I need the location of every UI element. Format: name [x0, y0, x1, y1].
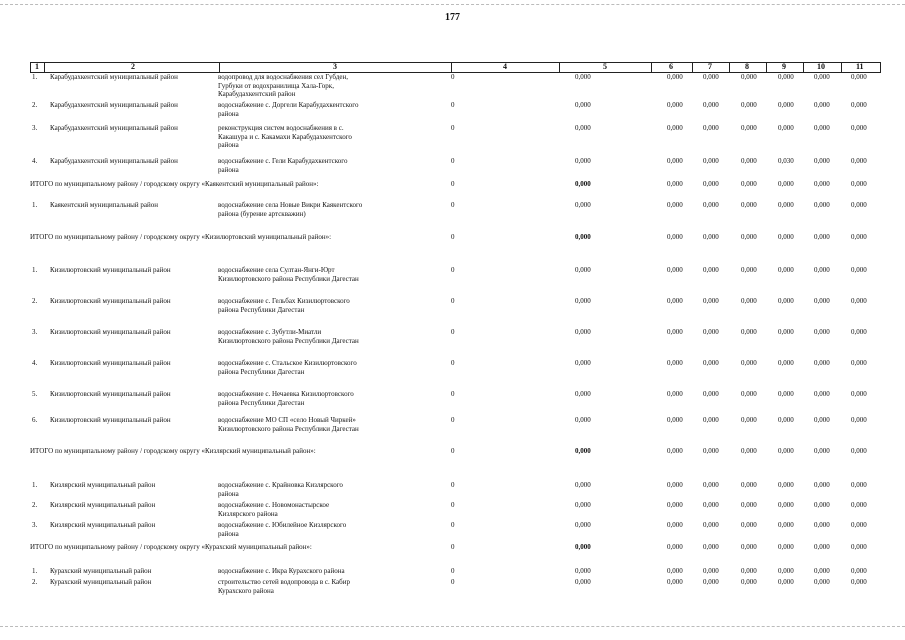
value-cell: 0,000 [814, 521, 830, 529]
value-cell: 0,000 [778, 359, 794, 367]
object-description [218, 501, 329, 518]
col4-value: 0 [451, 521, 455, 529]
value-cell: 0,000 [703, 521, 719, 529]
row-number: 1. [32, 201, 38, 209]
object-line: Курахского района [218, 586, 274, 595]
value-cell: 0,000 [667, 390, 683, 398]
value-cell: 0,000 [575, 578, 591, 586]
header-col-1: 1 [35, 62, 39, 71]
value-cell: 0,000 [778, 543, 794, 551]
value-cell: 0,000 [575, 501, 591, 509]
object-description [218, 521, 346, 538]
value-cell: 0,000 [814, 447, 830, 455]
value-cell: 0,000 [741, 567, 757, 575]
value-cell: 0,000 [851, 416, 867, 424]
district-name: Карабудахкентский муниципальный район [50, 73, 178, 81]
row-number: 3. [32, 328, 38, 336]
value-cell: 0,000 [851, 201, 867, 209]
col4-value: 0 [451, 180, 455, 188]
value-cell: 0,000 [575, 447, 591, 455]
value-cell: 0,000 [814, 390, 830, 398]
value-cell: 0,000 [741, 501, 757, 509]
value-cell: 0,000 [851, 359, 867, 367]
value-cell: 0,000 [851, 124, 867, 132]
object-description [218, 481, 343, 498]
object-line: района [218, 489, 239, 498]
value-cell: 0,000 [667, 297, 683, 305]
value-cell: 0,000 [778, 233, 794, 241]
header-col-6: 6 [669, 62, 673, 71]
row-number: 3. [32, 521, 38, 529]
value-cell: 0,000 [667, 180, 683, 188]
value-cell: 0,000 [814, 180, 830, 188]
value-cell: 0,000 [741, 233, 757, 241]
object-description [218, 297, 350, 314]
value-cell: 0,000 [814, 416, 830, 424]
value-cell: 0,000 [575, 233, 591, 241]
value-cell: 0,000 [851, 233, 867, 241]
col4-value: 0 [451, 233, 455, 241]
value-cell: 0,000 [814, 201, 830, 209]
value-cell: 0,000 [575, 416, 591, 424]
table-header [30, 62, 881, 73]
col4-value: 0 [451, 297, 455, 305]
value-cell: 0,000 [741, 416, 757, 424]
value-cell: 0,000 [741, 390, 757, 398]
value-cell: 0,000 [575, 567, 591, 575]
value-cell: 0,000 [575, 124, 591, 132]
value-cell: 0,000 [575, 180, 591, 188]
value-cell: 0,000 [667, 578, 683, 586]
col4-value: 0 [451, 501, 455, 509]
col4-value: 0 [451, 359, 455, 367]
value-cell: 0,000 [667, 481, 683, 489]
col4-value: 0 [451, 101, 455, 109]
object-description [218, 157, 347, 174]
value-cell: 0,000 [575, 266, 591, 274]
value-cell: 0,000 [741, 73, 757, 81]
value-cell: 0,000 [851, 481, 867, 489]
bottom-scan-line [0, 626, 905, 627]
value-cell: 0,000 [741, 201, 757, 209]
value-cell: 0,000 [814, 124, 830, 132]
value-cell: 0,000 [667, 101, 683, 109]
row-number: 2. [32, 578, 38, 586]
value-cell: 0,000 [778, 567, 794, 575]
row-number: 3. [32, 124, 38, 132]
object-line: водоснабжение с. Нечаевка Кизилюртовского [218, 390, 354, 398]
object-description [218, 359, 357, 376]
value-cell: 0,000 [814, 543, 830, 551]
object-line: Карабудахкентский район [218, 90, 296, 98]
header-col-5: 5 [603, 62, 607, 71]
value-cell: 0,000 [851, 266, 867, 274]
value-cell: 0,000 [778, 124, 794, 132]
district-name: Курахский муниципальный район [50, 578, 152, 586]
value-cell: 0,000 [778, 266, 794, 274]
value-cell: 0,030 [778, 157, 794, 165]
object-line: района Республики Дагестан [218, 305, 305, 314]
row-number: 1. [32, 481, 38, 489]
value-cell: 0,000 [575, 521, 591, 529]
header-col-3: 3 [333, 62, 337, 71]
district-name: Кизилюртовский муниципальный район [50, 390, 171, 398]
row-number: 1. [32, 266, 38, 274]
value-cell: 0,000 [778, 180, 794, 188]
district-name: Каякентский муниципальный район [50, 201, 158, 209]
col4-value: 0 [451, 201, 455, 209]
district-name: Кизлярский муниципальный район [50, 501, 156, 509]
value-cell: 0,000 [814, 359, 830, 367]
object-line: района [218, 141, 239, 149]
value-cell: 0,000 [851, 297, 867, 305]
row-number: 4. [32, 157, 38, 165]
object-line: района [218, 165, 239, 174]
value-cell: 0,000 [703, 73, 719, 81]
object-line: Кизлярского района [218, 509, 278, 518]
row-number: 1. [32, 567, 38, 575]
object-description [218, 578, 350, 595]
col4-value: 0 [451, 266, 455, 274]
district-name: Карабудахкентский муниципальный район [50, 101, 178, 109]
col4-value: 0 [451, 157, 455, 165]
col4-value: 0 [451, 447, 455, 455]
value-cell: 0,000 [741, 297, 757, 305]
value-cell: 0,000 [814, 501, 830, 509]
value-cell: 0,000 [741, 543, 757, 551]
value-cell: 0,000 [778, 481, 794, 489]
district-name: Кизилюртовский муниципальный район [50, 297, 171, 305]
row-number: 1. [32, 73, 38, 81]
object-line: района [218, 109, 239, 118]
object-line: водоснабжение с. Икра Курахского района [218, 567, 345, 575]
value-cell: 0,000 [851, 390, 867, 398]
object-description [218, 390, 354, 407]
col4-value: 0 [451, 390, 455, 398]
object-description [218, 567, 345, 576]
page-number: 177 [445, 12, 460, 23]
col4-value: 0 [451, 416, 455, 424]
header-col-9: 9 [782, 62, 786, 71]
value-cell: 0,000 [667, 567, 683, 575]
object-line: Кизилюртовского района Республики Дагестан [218, 424, 359, 433]
object-description [218, 124, 352, 150]
value-cell: 0,000 [741, 157, 757, 165]
row-number: 4. [32, 359, 38, 367]
value-cell: 0,000 [851, 567, 867, 575]
value-cell: 0,000 [814, 578, 830, 586]
object-line: водоснабжение с. Гели Карабудахкентского [218, 157, 348, 165]
value-cell: 0,000 [667, 124, 683, 132]
value-cell: 0,000 [778, 328, 794, 336]
top-scan-line [0, 4, 905, 5]
value-cell: 0,000 [667, 233, 683, 241]
col4-value: 0 [451, 328, 455, 336]
total-label: ИТОГО по муниципальному району / городскому округу «Кизилюртовский муниципальный район»: [30, 233, 332, 241]
object-line: водоснабжение МО СП «село Новый Чиркей» [218, 416, 356, 424]
header-col-2: 2 [131, 62, 135, 71]
value-cell: 0,000 [851, 501, 867, 509]
value-cell: 0,000 [703, 201, 719, 209]
object-line: района (бурение артскважин) [218, 209, 306, 218]
value-cell: 0,000 [703, 297, 719, 305]
value-cell: 0,000 [575, 297, 591, 305]
value-cell: 0,000 [667, 543, 683, 551]
value-cell: 0,000 [814, 567, 830, 575]
object-line: района [218, 529, 239, 538]
value-cell: 0,000 [741, 124, 757, 132]
object-line: Кизилюртовского района Республики Дагестан [218, 274, 359, 283]
value-cell: 0,000 [778, 390, 794, 398]
value-cell: 0,000 [703, 567, 719, 575]
value-cell: 0,000 [667, 447, 683, 455]
object-line: водоснабжение с. Юбилейное Кизлярского [218, 521, 347, 529]
col4-value: 0 [451, 567, 455, 575]
object-line: водоснабжение с. Зубутли-Миатли [218, 328, 322, 336]
col4-value: 0 [451, 73, 455, 81]
value-cell: 0,000 [741, 447, 757, 455]
value-cell: 0,000 [667, 201, 683, 209]
value-cell: 0,000 [851, 101, 867, 109]
row-number: 2. [32, 101, 38, 109]
value-cell: 0,000 [851, 521, 867, 529]
value-cell: 0,000 [778, 578, 794, 586]
value-cell: 0,000 [575, 481, 591, 489]
value-cell: 0,000 [778, 447, 794, 455]
object-line: водоснабжение села Новые Викри Каякентского [218, 201, 363, 209]
object-line: водоснабжение с. Крайновка Кизлярского [218, 481, 343, 489]
object-line: водоснабжение с. Доргели Карабудахкентского [218, 101, 359, 109]
value-cell: 0,000 [667, 266, 683, 274]
object-line: Гурбуки от водохранилища Хала-Горк, [218, 81, 334, 90]
value-cell: 0,000 [703, 124, 719, 132]
value-cell: 0,000 [575, 101, 591, 109]
value-cell: 0,000 [703, 578, 719, 586]
value-cell: 0,000 [667, 73, 683, 81]
object-line: реконструкция систем водоснабжения в с. [218, 124, 344, 132]
row-number: 2. [32, 501, 38, 509]
value-cell: 0,000 [667, 521, 683, 529]
value-cell: 0,000 [851, 578, 867, 586]
value-cell: 0,000 [851, 180, 867, 188]
header-col-11: 11 [856, 62, 864, 71]
value-cell: 0,000 [703, 266, 719, 274]
district-name: Кизлярский муниципальный район [50, 521, 156, 529]
value-cell: 0,000 [741, 521, 757, 529]
value-cell: 0,000 [667, 157, 683, 165]
district-name: Кизлярский муниципальный район [50, 481, 156, 489]
value-cell: 0,000 [667, 501, 683, 509]
value-cell: 0,000 [814, 297, 830, 305]
value-cell: 0,000 [667, 328, 683, 336]
total-label: ИТОГО по муниципальному району / городскому округу «Курахский муниципальный район»: [30, 543, 312, 551]
object-description [218, 328, 359, 345]
value-cell: 0,000 [851, 543, 867, 551]
district-name: Карабудахкентский муниципальный район [50, 157, 178, 165]
object-description [218, 73, 348, 99]
value-cell: 0,000 [814, 328, 830, 336]
object-line: Кизилюртовского района Республики Дагестан [218, 336, 359, 345]
object-line: водоснабжение с. Новомонастырское [218, 501, 330, 509]
object-line: района Республики Дагестан [218, 398, 305, 407]
value-cell: 0,000 [575, 328, 591, 336]
value-cell: 0,000 [703, 390, 719, 398]
object-description [218, 266, 359, 283]
col4-value: 0 [451, 578, 455, 586]
value-cell: 0,000 [814, 233, 830, 241]
value-cell: 0,000 [741, 578, 757, 586]
value-cell: 0,000 [851, 157, 867, 165]
district-name: Кизилюртовский муниципальный район [50, 416, 171, 424]
value-cell: 0,000 [778, 101, 794, 109]
value-cell: 0,000 [575, 359, 591, 367]
value-cell: 0,000 [703, 481, 719, 489]
value-cell: 0,000 [778, 201, 794, 209]
value-cell: 0,000 [575, 157, 591, 165]
value-cell: 0,000 [741, 266, 757, 274]
total-label: ИТОГО по муниципальному району / городскому округу «Кизлярский муниципальный район»: [30, 447, 316, 455]
value-cell: 0,000 [814, 101, 830, 109]
district-name: Кизилюртовский муниципальный район [50, 266, 171, 274]
value-cell: 0,000 [741, 180, 757, 188]
value-cell: 0,000 [741, 101, 757, 109]
value-cell: 0,000 [703, 101, 719, 109]
object-line: водоснабжение села Султан-Янги-Юрт [218, 266, 335, 274]
district-name: Кизилюртовский муниципальный район [50, 328, 171, 336]
col4-value: 0 [451, 481, 455, 489]
value-cell: 0,000 [703, 359, 719, 367]
value-cell: 0,000 [667, 416, 683, 424]
object-description [218, 416, 359, 433]
object-line: водопровод для водоснабжения сел Губден, [218, 73, 348, 81]
value-cell: 0,000 [703, 157, 719, 165]
value-cell: 0,000 [814, 266, 830, 274]
header-col-7: 7 [708, 62, 712, 71]
value-cell: 0,000 [814, 481, 830, 489]
value-cell: 0,000 [814, 157, 830, 165]
row-number: 5. [32, 390, 38, 398]
value-cell: 0,000 [741, 359, 757, 367]
total-label: ИТОГО по муниципальному району / городскому округу «Каякентский муниципальный район»: [30, 180, 319, 188]
value-cell: 0,000 [778, 73, 794, 81]
value-cell: 0,000 [741, 481, 757, 489]
object-line: района Республики Дагестан [218, 367, 305, 376]
value-cell: 0,000 [575, 73, 591, 81]
value-cell: 0,000 [703, 543, 719, 551]
district-name: Курахский муниципальный район [50, 567, 152, 575]
col4-value: 0 [451, 543, 455, 551]
header-col-8: 8 [745, 62, 749, 71]
row-number: 6. [32, 416, 38, 424]
district-name: Карабудахкентский муниципальный район [50, 124, 178, 132]
col4-value: 0 [451, 124, 455, 132]
value-cell: 0,000 [741, 328, 757, 336]
value-cell: 0,000 [703, 180, 719, 188]
district-name: Кизилюртовский муниципальный район [50, 359, 171, 367]
value-cell: 0,000 [778, 416, 794, 424]
value-cell: 0,000 [667, 359, 683, 367]
object-description [218, 201, 362, 218]
value-cell: 0,000 [575, 201, 591, 209]
value-cell: 0,000 [814, 73, 830, 81]
object-line: Какашура и с. Какамахи Карабудахкентского [218, 132, 352, 141]
value-cell: 0,000 [851, 73, 867, 81]
header-col-10: 10 [817, 62, 825, 71]
object-line: водоснабжение с. Стальское Кизилюртовского [218, 359, 357, 367]
value-cell: 0,000 [851, 447, 867, 455]
object-line: строительство сетей водопровода в с. Кабир [218, 578, 350, 586]
value-cell: 0,000 [778, 501, 794, 509]
value-cell: 0,000 [575, 543, 591, 551]
value-cell: 0,000 [778, 297, 794, 305]
value-cell: 0,000 [703, 233, 719, 241]
value-cell: 0,000 [778, 521, 794, 529]
value-cell: 0,000 [575, 390, 591, 398]
value-cell: 0,000 [703, 416, 719, 424]
value-cell: 0,000 [703, 447, 719, 455]
object-description [218, 101, 358, 118]
value-cell: 0,000 [703, 501, 719, 509]
row-number: 2. [32, 297, 38, 305]
value-cell: 0,000 [703, 328, 719, 336]
value-cell: 0,000 [851, 328, 867, 336]
object-line: водоснабжение с. Гельбах Кизилюртовского [218, 297, 350, 305]
header-col-4: 4 [503, 62, 507, 71]
